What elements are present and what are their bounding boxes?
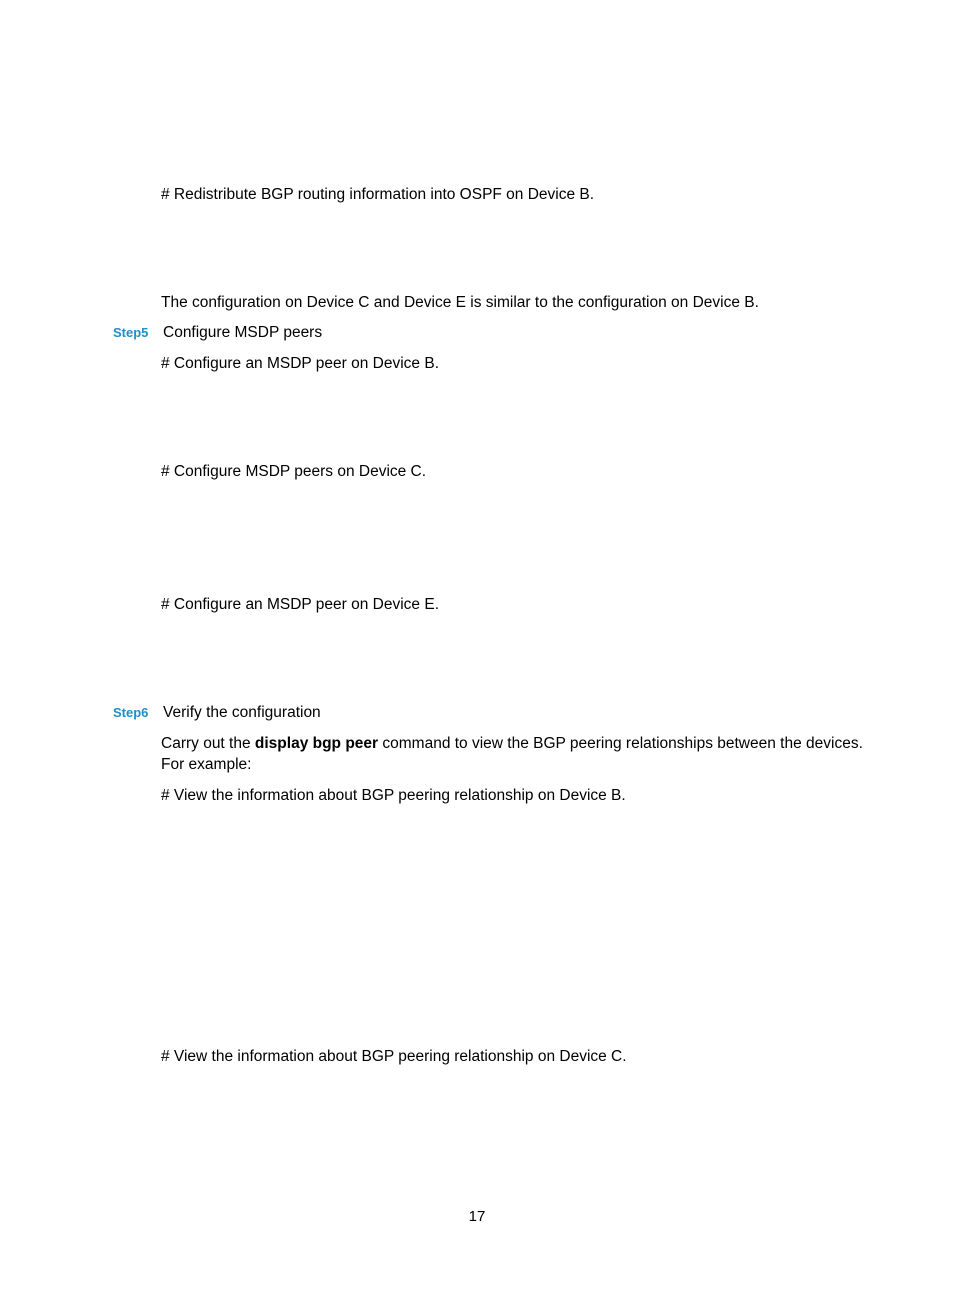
msdp-peer-device-b-comment: # Configure an MSDP peer on Device B. <box>161 355 440 372</box>
step5-title: Configure MSDP peers <box>163 324 323 341</box>
redistribute-bgp-comment: # Redistribute BGP routing information into OSPF on Device B. <box>161 186 595 203</box>
msdp-peer-device-e-comment: # Configure an MSDP peer on Device E. <box>161 596 440 613</box>
view-bgp-device-b-comment: # View the information about BGP peering relationship on Device B. <box>161 787 626 804</box>
msdp-peers-device-c-comment: # Configure MSDP peers on Device C. <box>161 463 427 480</box>
verify-paragraph-before: Carry out the <box>161 735 255 752</box>
verify-paragraph-after: command to view the BGP peering relationships between the devices. For example: <box>161 735 863 773</box>
step5-number: Step5 <box>113 325 149 340</box>
page-number: 17 <box>468 1208 486 1225</box>
similar-config-note: The configuration on Device C and Device E is similar to the configuration on Device B. <box>161 294 759 311</box>
step6-title: Verify the configuration <box>163 704 321 721</box>
verify-paragraph <box>161 733 881 775</box>
step6-number: Step6 <box>113 705 149 720</box>
view-bgp-device-c-comment: # View the information about BGP peering relationship on Device C. <box>161 1048 627 1065</box>
display-bgp-peer-command: display bgp peer <box>254 735 379 752</box>
